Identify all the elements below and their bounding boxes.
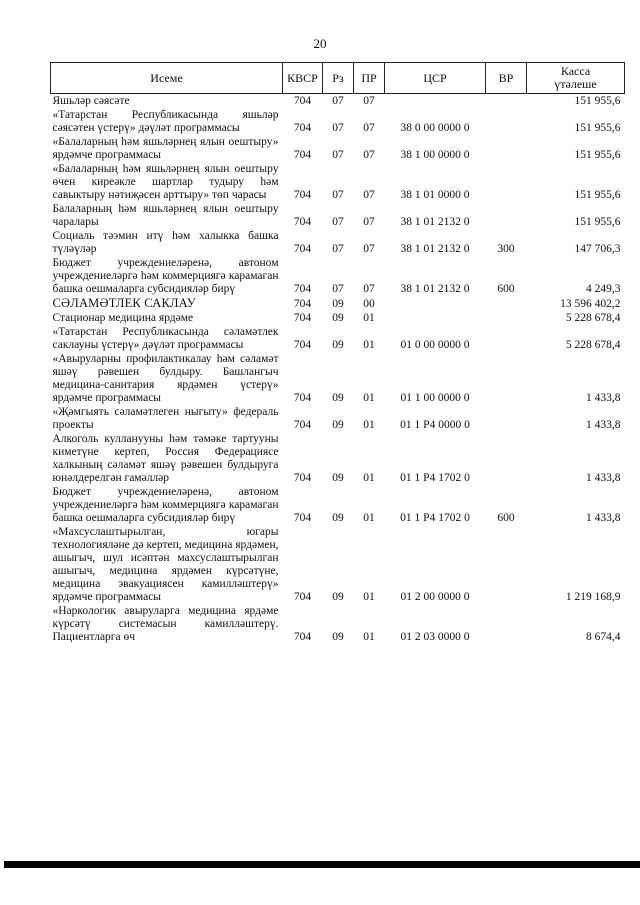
cell-kvsr: 704 [293, 189, 312, 201]
cell-name: «Наркологик авыруларга медицина ярдәме күрсәтү системасын камилләштерү. Пациентларга өч [52, 605, 279, 643]
cell-kvsr: 704 [293, 149, 312, 161]
cell-amount: 151 955,6 [574, 149, 621, 161]
cell-vr [486, 202, 527, 229]
cell-csr: 38 1 01 2132 0 [400, 283, 470, 295]
table-row [51, 256, 625, 296]
cell-pr: 07 [363, 122, 375, 134]
cell-kvsr: 704 [293, 472, 312, 484]
cell-pr: 00 [363, 298, 375, 310]
cell-pr: 07 [363, 283, 375, 295]
cell-kvsr: 704 [293, 392, 312, 404]
header-kvsr: КВСР [283, 63, 323, 94]
cell-pr: 07 [363, 216, 375, 228]
cell-kvsr: 704 [293, 283, 312, 295]
cell-amount: 147 706,3 [574, 243, 621, 255]
cell-vr: 600 [497, 512, 515, 524]
cell-name: «Татарстан Республикасында яшьләр сәясәтен үстерү» дәүләт программасы [52, 109, 279, 134]
cell-pr: 01 [363, 339, 375, 351]
table-row [51, 604, 625, 644]
cell-csr: 38 0 00 0000 0 [400, 122, 470, 134]
table-header-row [51, 63, 625, 94]
cell-csr [385, 311, 486, 325]
cell-csr: 01 1 00 0000 0 [400, 392, 470, 404]
table-row [51, 229, 625, 256]
cell-name [51, 296, 283, 311]
cell-rz: 07 [332, 283, 344, 295]
cell-pr: 01 [363, 591, 375, 603]
cell-pr: 01 [363, 631, 375, 643]
cell-name: Яшьләр сәясәте [52, 95, 130, 107]
cell-kvsr: 704 [293, 419, 312, 431]
cell-rz: 09 [332, 339, 344, 351]
table-row [51, 525, 625, 604]
cell-name: «Махсуслаштырылган, югары технологияләне дә кертеп, медицина ярдәмен, ашыгыч, шул исәптән махсуслаштырылган ашыгыч, медицина ярдәмен күрсәтүне, медицина эвакуациясен камилләштерү» ярдәмче программасы [52, 526, 279, 603]
table-row [51, 485, 625, 525]
cell-kvsr: 704 [293, 243, 312, 255]
page-number: 20 [313, 36, 327, 51]
cell-kvsr: 704 [293, 298, 312, 310]
cell-kvsr: 704 [293, 512, 312, 524]
cell-name: «Авыруларны профилактикалау һәм сәламәт яшәү рәвешен булдыру. Башлангыч медицина-санитария ярдәмен үстерү» ярдәмче программасы [52, 353, 279, 404]
cell-vr [486, 325, 527, 352]
cell-amount: 1 433,8 [586, 392, 621, 404]
cell-amount: 151 955,6 [574, 95, 621, 107]
cell-rz: 07 [332, 243, 344, 255]
cell-csr: 38 1 01 0000 0 [400, 189, 470, 201]
cell-rz: 07 [332, 216, 344, 228]
cell-amount: 5 228 678,4 [565, 312, 621, 324]
cell-name: Бюджет учреждениеләренә, автоном учреждениеләргә һәм коммерциягә карамаган башка оешмаларга субсидияләр бирү [52, 486, 279, 524]
table-row [51, 108, 625, 135]
cell-amount: 1 433,8 [586, 512, 621, 524]
table-row [51, 94, 625, 109]
table-row [51, 135, 625, 162]
cell-name: Стационар медицина ярдәме [52, 312, 194, 324]
cell-amount: 8 674,4 [586, 631, 621, 643]
header-vr: ВР [486, 63, 527, 94]
cell-amount: 151 955,6 [574, 216, 621, 228]
cell-vr [486, 135, 527, 162]
cell-rz: 09 [332, 631, 344, 643]
cell-rz: 07 [332, 149, 344, 161]
cell-vr [486, 94, 527, 109]
cell-amount: 151 955,6 [574, 122, 621, 134]
table-row [51, 325, 625, 352]
cell-rz: 09 [332, 392, 344, 404]
cell-rz: 07 [332, 95, 344, 107]
cell-name: «Балаларның һәм яшьләрнең ялын оештыру» ярдәмче программасы [52, 136, 279, 161]
cell-csr [385, 296, 486, 311]
cell-name: «Татарстан Республикасында сәламәтлек саклауны үстерү» дәүләт программасы [52, 326, 279, 351]
cell-amount: 1 433,8 [586, 419, 621, 431]
cell-kvsr: 704 [293, 216, 312, 228]
budget-table [50, 62, 625, 644]
cell-vr: 300 [497, 243, 515, 255]
cell-rz: 09 [332, 591, 344, 603]
cell-vr: 600 [497, 283, 515, 295]
cell-kvsr: 704 [293, 95, 312, 107]
cell-name: Бюджет учреждениеләренә, автоном учреждениеләргә һәм коммерциягә карамаган башка оешмаларга субсидияләр бирү [52, 257, 279, 295]
cell-csr: 01 1 P4 1702 0 [400, 472, 470, 484]
cell-kvsr: 704 [293, 122, 312, 134]
cell-csr: 01 1 P4 0000 0 [400, 419, 470, 431]
cell-csr: 01 1 P4 1702 0 [400, 512, 470, 524]
cell-rz: 09 [332, 419, 344, 431]
cell-vr [486, 162, 527, 202]
cell-amount: 1 219 168,9 [565, 591, 621, 603]
cell-rz: 09 [332, 472, 344, 484]
cell-vr [486, 296, 527, 311]
header-kassa [527, 63, 625, 94]
cell-kvsr: 704 [293, 312, 312, 324]
cell-amount: 4 249,3 [586, 283, 621, 295]
cell-vr [486, 311, 527, 325]
cell-kvsr: 704 [293, 631, 312, 643]
cell-pr: 07 [363, 149, 375, 161]
cell-csr: 38 1 00 0000 0 [400, 149, 470, 161]
cell-pr: 01 [363, 419, 375, 431]
cell-name: Социаль тәэмин итү һәм халыкка башка түләүләр [52, 230, 279, 255]
header-rz: Рз [323, 63, 354, 94]
cell-pr: 07 [363, 243, 375, 255]
cell-csr: 01 2 00 0000 0 [400, 591, 470, 603]
table-row [51, 405, 625, 432]
table-row [51, 352, 625, 405]
cell-csr: 38 1 01 2132 0 [400, 243, 470, 255]
cell-amount: 5 228 678,4 [565, 339, 621, 351]
table-row [51, 202, 625, 229]
cell-amount: 13 596 402,2 [560, 298, 621, 310]
cell-pr: 01 [363, 472, 375, 484]
cell-vr [486, 432, 527, 485]
cell-csr: 01 2 03 0000 0 [400, 631, 470, 643]
cell-vr [486, 108, 527, 135]
cell-pr: 01 [363, 512, 375, 524]
cell-rz: 09 [332, 312, 344, 324]
cell-vr [486, 604, 527, 644]
cell-name: «Җәмгыять сәламәтлеген ныгыту» федераль проекты [52, 406, 279, 431]
cell-name: Алкоголь кулланууны һәм тәмәке тартууны киметүне кертеп, Россия Федерациясе халкының сәламәт яшәү рәвешен булдыруга юнәлдерелгән гамәлләр [52, 433, 279, 484]
cell-amount: 1 433,8 [586, 472, 621, 484]
cell-csr [385, 94, 486, 109]
header-pr: ПР [354, 63, 385, 94]
cell-pr: 01 [363, 312, 375, 324]
cell-csr: 38 1 01 2132 0 [400, 216, 470, 228]
section-heading: СӘЛАМӘТЛЕК САКЛАУ [52, 296, 196, 310]
cell-rz: 07 [332, 122, 344, 134]
cell-vr [486, 405, 527, 432]
bottom-scan-border [4, 861, 640, 868]
cell-vr [486, 525, 527, 604]
cell-name: Балаларның һәм яшьләрнең ялын оештыру чаралары [52, 203, 279, 228]
cell-pr: 01 [363, 392, 375, 404]
cell-vr [486, 352, 527, 405]
cell-rz: 09 [332, 512, 344, 524]
header-name: Исеме [51, 63, 283, 94]
table-body [51, 94, 625, 645]
table-row [51, 311, 625, 325]
cell-rz: 07 [332, 189, 344, 201]
cell-name: «Балаларның һәм яшьләрнең ялын оештыру өчен киреәкле шартлар тудыру һәм савыктыру нәтиҗәсен арттыру» төп чарасы [52, 163, 279, 201]
cell-amount: 151 955,6 [574, 189, 621, 201]
cell-csr: 01 0 00 0000 0 [400, 339, 470, 351]
header-kassa-line2: үтәлеше [554, 77, 597, 91]
cell-rz: 09 [332, 298, 344, 310]
table-row [51, 432, 625, 485]
cell-pr: 07 [363, 95, 375, 107]
header-kassa-line1: Касса [560, 64, 591, 78]
cell-kvsr: 704 [293, 591, 312, 603]
table-row [51, 296, 625, 311]
cell-kvsr: 704 [293, 339, 312, 351]
header-csr: ЦСР [385, 63, 486, 94]
table-row [51, 162, 625, 202]
cell-pr: 07 [363, 189, 375, 201]
